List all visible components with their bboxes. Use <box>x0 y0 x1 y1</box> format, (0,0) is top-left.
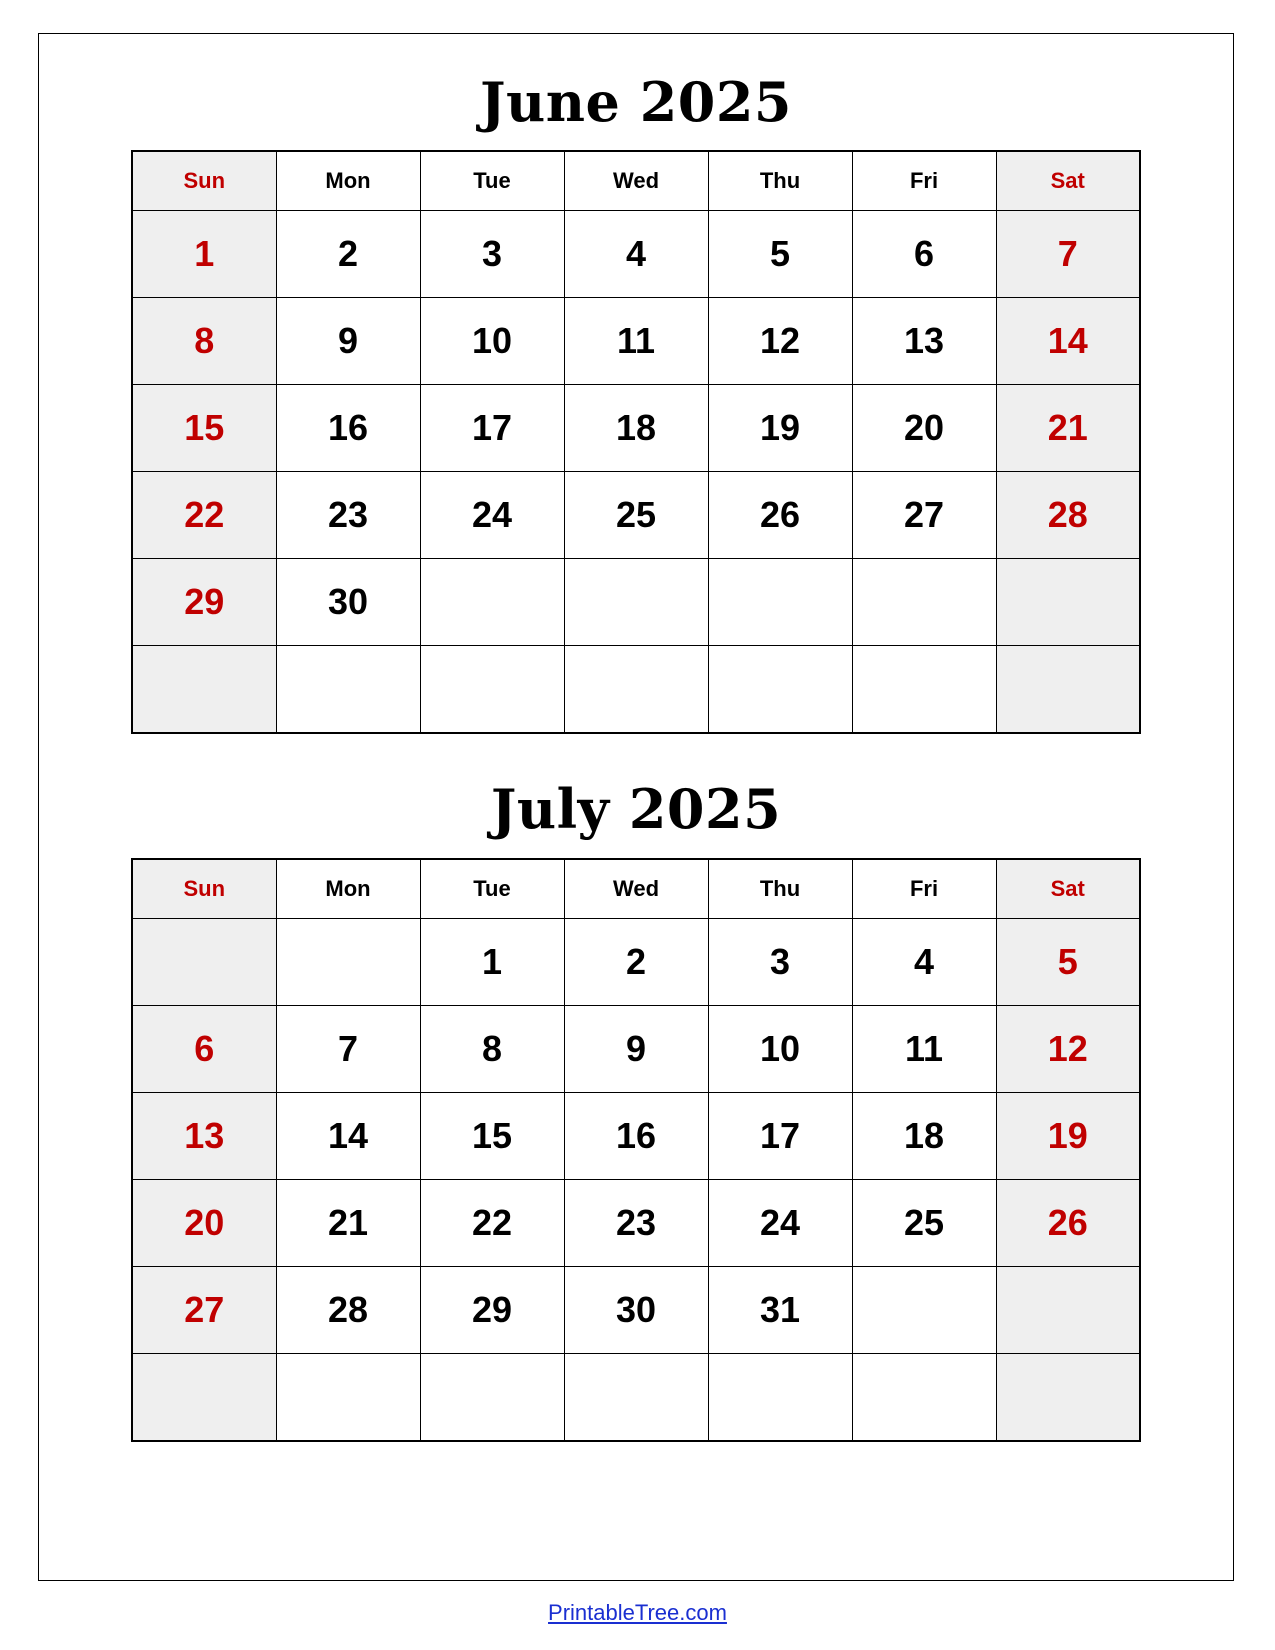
week-row <box>132 1179 1140 1266</box>
calendar-table-june <box>131 150 1141 734</box>
day-cell[interactable]: 26 <box>996 1179 1140 1266</box>
day-cell-empty <box>276 1353 420 1441</box>
day-cell[interactable]: 14 <box>996 298 1140 385</box>
day-cell[interactable]: 3 <box>420 211 564 298</box>
day-cell[interactable]: 29 <box>132 559 276 646</box>
day-cell-empty <box>708 559 852 646</box>
day-cell[interactable]: 2 <box>564 918 708 1005</box>
week-row <box>132 472 1140 559</box>
month-title-july: July 2025 <box>490 777 782 842</box>
day-cell[interactable]: 13 <box>852 298 996 385</box>
day-cell[interactable]: 1 <box>420 918 564 1005</box>
day-cell[interactable]: 1 <box>132 211 276 298</box>
day-cell[interactable]: 15 <box>420 1092 564 1179</box>
day-cell[interactable]: 11 <box>852 1005 996 1092</box>
day-cell-empty <box>420 1353 564 1441</box>
weekday-header-sun: Sun <box>132 151 276 211</box>
day-cell-empty <box>276 646 420 734</box>
day-cell-empty <box>996 559 1140 646</box>
day-cell-empty <box>852 1353 996 1441</box>
weekday-header-tue: Tue <box>420 151 564 211</box>
day-cell[interactable]: 27 <box>852 472 996 559</box>
calendar-table-july <box>131 858 1141 1442</box>
week-row <box>132 298 1140 385</box>
day-cell-empty <box>132 1353 276 1441</box>
week-row <box>132 1353 1140 1441</box>
day-cell[interactable]: 20 <box>852 385 996 472</box>
day-cell[interactable]: 10 <box>708 1005 852 1092</box>
day-cell[interactable]: 18 <box>852 1092 996 1179</box>
day-cell[interactable]: 6 <box>132 1005 276 1092</box>
day-cell[interactable]: 10 <box>420 298 564 385</box>
week-row <box>132 918 1140 1005</box>
day-cell-empty <box>420 646 564 734</box>
day-cell-empty <box>564 1353 708 1441</box>
weekday-header-mon: Mon <box>276 151 420 211</box>
day-cell[interactable]: 14 <box>276 1092 420 1179</box>
day-cell[interactable]: 13 <box>132 1092 276 1179</box>
week-row <box>132 559 1140 646</box>
month-block-july <box>131 777 1141 1441</box>
day-cell[interactable]: 27 <box>132 1266 276 1353</box>
month-block-june <box>131 70 1141 734</box>
day-cell[interactable]: 26 <box>708 472 852 559</box>
day-cell[interactable]: 16 <box>564 1092 708 1179</box>
day-cell[interactable]: 25 <box>852 1179 996 1266</box>
day-cell[interactable]: 5 <box>996 918 1140 1005</box>
month-title-june: June 2025 <box>479 70 793 134</box>
day-cell-empty <box>852 559 996 646</box>
day-cell[interactable]: 6 <box>852 211 996 298</box>
day-cell[interactable]: 3 <box>708 918 852 1005</box>
weekday-header-sat: Sat <box>996 151 1140 211</box>
weekday-header-wed: Wed <box>564 151 708 211</box>
day-cell[interactable]: 15 <box>132 385 276 472</box>
day-cell[interactable]: 2 <box>276 211 420 298</box>
day-cell[interactable]: 30 <box>564 1266 708 1353</box>
day-cell-empty <box>132 918 276 1005</box>
day-cell[interactable]: 7 <box>276 1005 420 1092</box>
day-cell[interactable]: 29 <box>420 1266 564 1353</box>
day-cell[interactable]: 20 <box>132 1179 276 1266</box>
weekday-header-fri: Fri <box>852 151 996 211</box>
day-cell-empty <box>708 1353 852 1441</box>
day-cell[interactable]: 23 <box>276 472 420 559</box>
day-cell[interactable]: 4 <box>564 211 708 298</box>
day-cell[interactable]: 9 <box>564 1005 708 1092</box>
weekday-header-thu: Thu <box>708 151 852 211</box>
weekday-header-tue: Tue <box>420 859 564 919</box>
week-row <box>132 211 1140 298</box>
week-row <box>132 646 1140 734</box>
day-cell[interactable]: 31 <box>708 1266 852 1353</box>
calendar-page <box>38 33 1234 1581</box>
day-cell[interactable]: 12 <box>996 1005 1140 1092</box>
day-cell-empty <box>132 646 276 734</box>
day-cell[interactable]: 25 <box>564 472 708 559</box>
day-cell[interactable]: 7 <box>996 211 1140 298</box>
day-cell[interactable]: 18 <box>564 385 708 472</box>
day-cell[interactable]: 21 <box>996 385 1140 472</box>
weekday-header-mon: Mon <box>276 859 420 919</box>
day-cell-empty <box>852 646 996 734</box>
week-row <box>132 1266 1140 1353</box>
day-cell-empty <box>564 646 708 734</box>
weekday-header-row <box>132 151 1140 211</box>
day-cell-empty <box>996 1353 1140 1441</box>
day-cell[interactable]: 28 <box>996 472 1140 559</box>
day-cell[interactable]: 21 <box>276 1179 420 1266</box>
footer-link-printabletree[interactable]: PrintableTree.com <box>548 1600 727 1625</box>
day-cell[interactable]: 24 <box>708 1179 852 1266</box>
day-cell[interactable]: 22 <box>420 1179 564 1266</box>
week-row <box>132 385 1140 472</box>
day-cell[interactable]: 30 <box>276 559 420 646</box>
day-cell[interactable]: 12 <box>708 298 852 385</box>
day-cell[interactable]: 5 <box>708 211 852 298</box>
day-cell[interactable]: 17 <box>708 1092 852 1179</box>
weekday-header-sun: Sun <box>132 859 276 919</box>
weekday-header-thu: Thu <box>708 859 852 919</box>
day-cell-empty <box>564 559 708 646</box>
footer <box>0 1600 1275 1626</box>
week-row <box>132 1092 1140 1179</box>
day-cell[interactable]: 11 <box>564 298 708 385</box>
day-cell[interactable]: 4 <box>852 918 996 1005</box>
weekday-header-fri: Fri <box>852 859 996 919</box>
weekday-header-wed: Wed <box>564 859 708 919</box>
day-cell-empty <box>708 646 852 734</box>
day-cell-empty <box>276 918 420 1005</box>
day-cell[interactable]: 8 <box>420 1005 564 1092</box>
day-cell[interactable]: 23 <box>564 1179 708 1266</box>
week-row <box>132 1005 1140 1092</box>
day-cell[interactable]: 22 <box>132 472 276 559</box>
day-cell-empty <box>420 559 564 646</box>
day-cell[interactable]: 24 <box>420 472 564 559</box>
day-cell[interactable]: 19 <box>996 1092 1140 1179</box>
day-cell[interactable]: 19 <box>708 385 852 472</box>
day-cell[interactable]: 28 <box>276 1266 420 1353</box>
weekday-header-row <box>132 859 1140 919</box>
day-cell-empty <box>996 1266 1140 1353</box>
day-cell[interactable]: 17 <box>420 385 564 472</box>
day-cell-empty <box>996 646 1140 734</box>
weekday-header-sat: Sat <box>996 859 1140 919</box>
day-cell[interactable]: 9 <box>276 298 420 385</box>
day-cell-empty <box>852 1266 996 1353</box>
day-cell[interactable]: 8 <box>132 298 276 385</box>
day-cell[interactable]: 16 <box>276 385 420 472</box>
